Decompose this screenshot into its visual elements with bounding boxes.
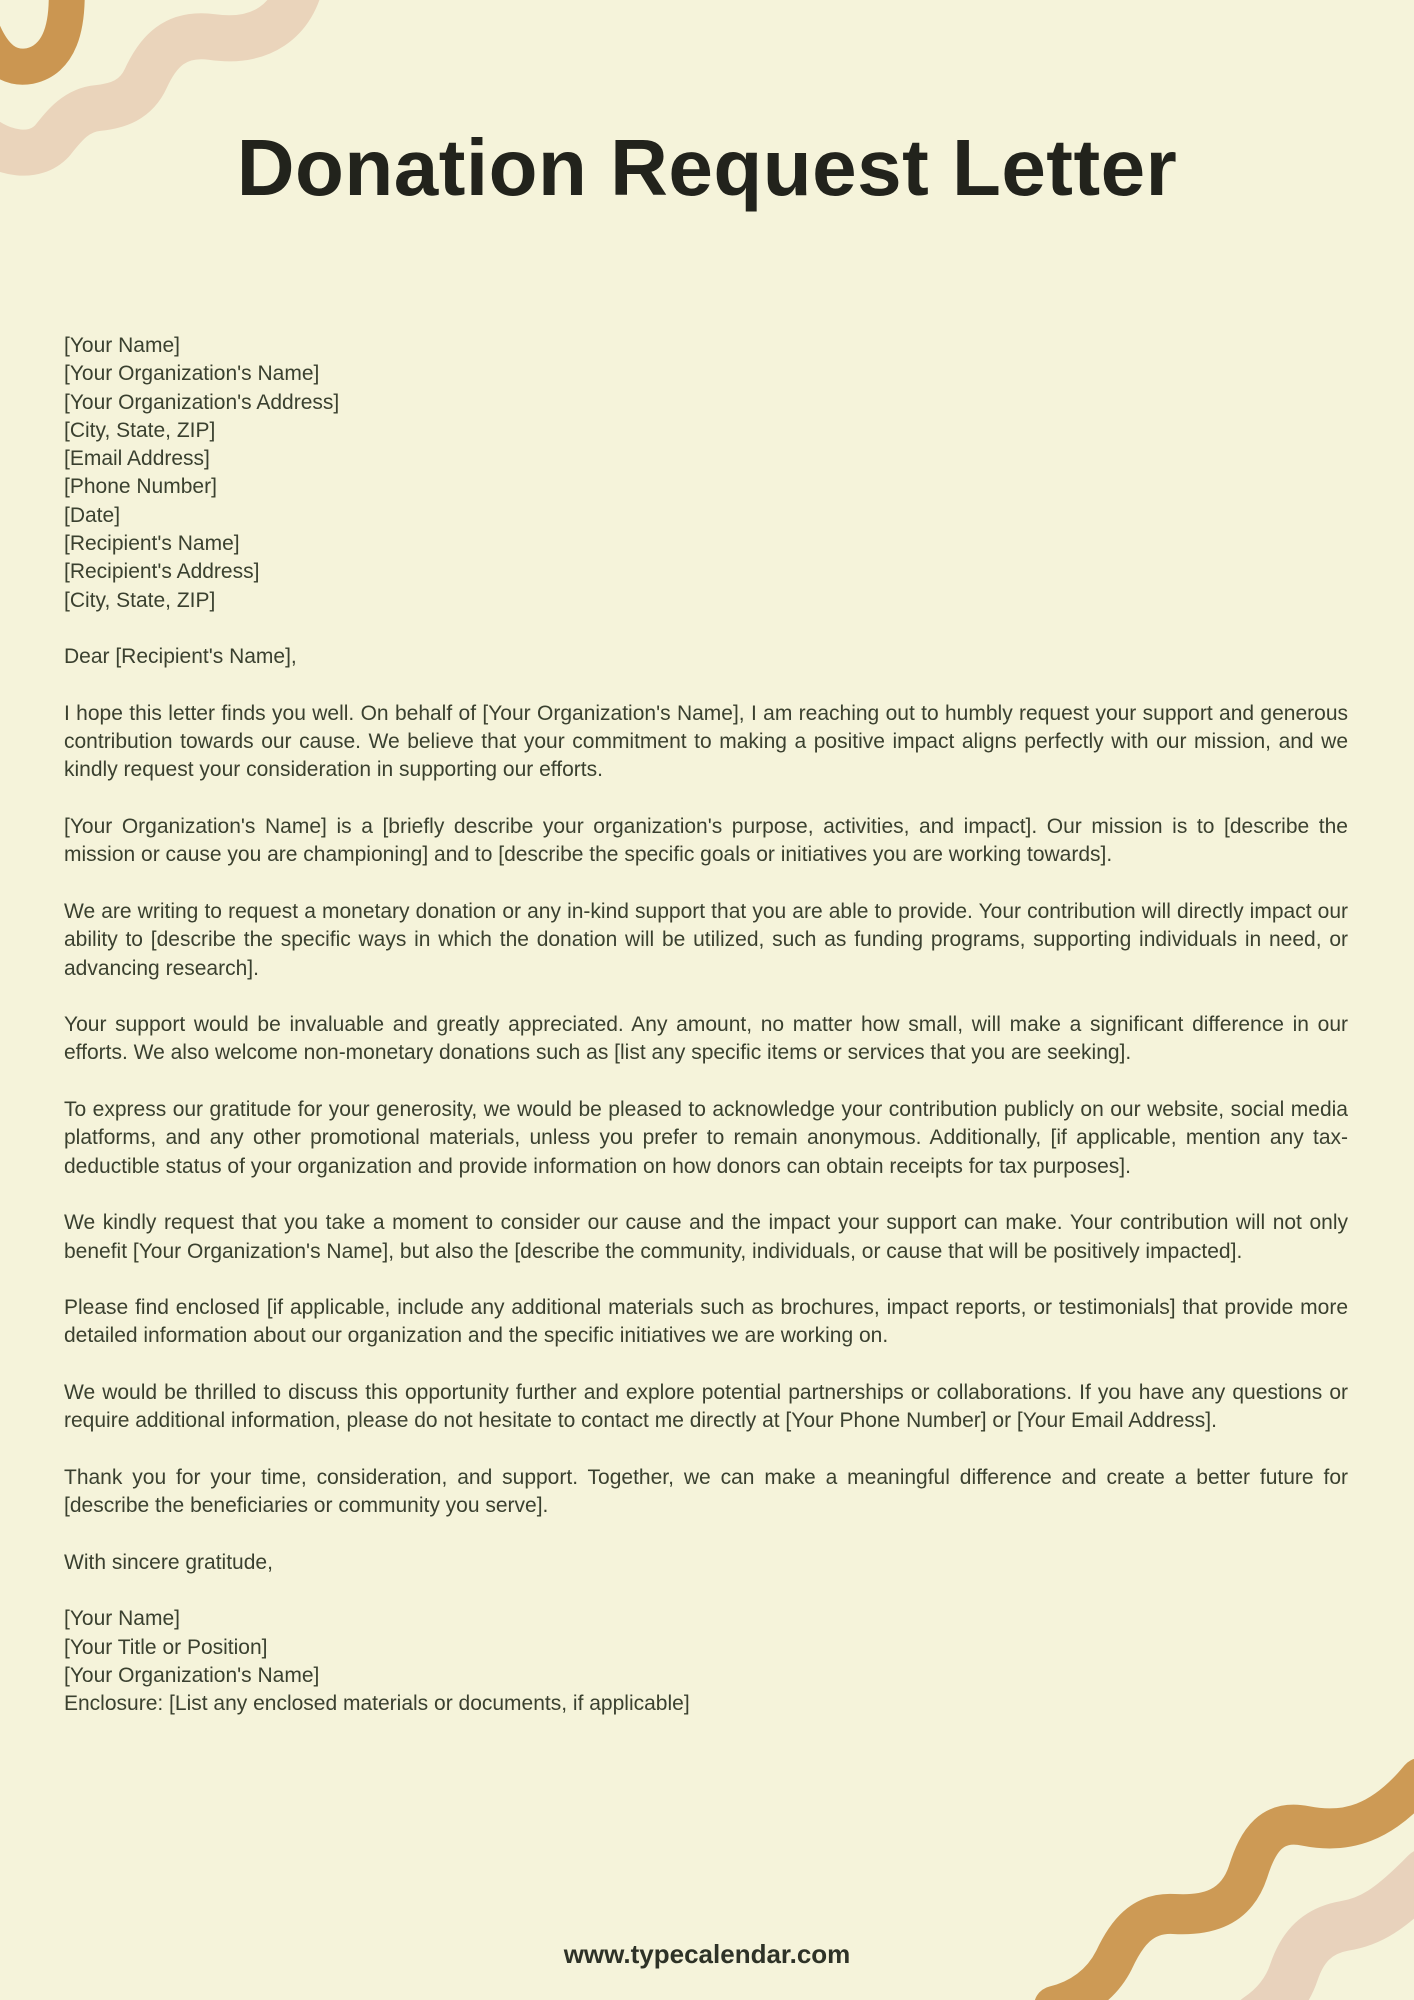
address-line: [Your Organization's Address]	[64, 390, 340, 414]
letter-paragraph: Thank you for your time, consideration, and support. Together, we can make a meaningful difference and create a better future for [describe the beneficiaries or community you serve].	[64, 1465, 1348, 1518]
address-line: [City, State, ZIP]	[64, 418, 216, 442]
signature-line: [Your Organization's Name]	[64, 1663, 320, 1687]
letter-paragraph: To express our gratitude for your generosity, we would be pleased to acknowledge your contribution publicly on our website, social media platforms, and any other promotional materials, unless you prefer to remain anonymous. Additionally, [if applicable, mention any tax-deductible status of your organization and provide information on how donors can obtain receipts for tax purposes].	[64, 1098, 1348, 1178]
letter-paragraph: We kindly request that you take a moment to consider our cause and the impact your support can make. Your contribution will not only benefit [Your Organization's Name], but also the [describe the community, individuals, or cause that will be positively impacted].	[64, 1211, 1348, 1263]
address-line: [City, State, ZIP]	[64, 588, 216, 612]
letter-paragraph: I hope this letter finds you well. On behalf of [Your Organization's Name], I am reaching out to humbly request your support and generous contribution towards our cause. We believe that your commitment to making a positive impact aligns perfectly with our mission, and we kindly request your consideration in supporting our efforts.	[64, 701, 1348, 782]
signature-block	[64, 1605, 1348, 1718]
address-line: [Recipient's Address]	[64, 560, 260, 584]
signature-line: Enclosure: [List any enclosed materials or documents, if applicable]	[64, 1692, 690, 1716]
wave-tan-icon	[0, 0, 67, 67]
address-line: [Email Address]	[64, 447, 210, 471]
letter-paragraph: Please find enclosed [if applicable, include any additional materials such as brochures, impact reports, or testimonials] that provide more detailed information about our organization and the specific initiatives we are working on.	[64, 1296, 1348, 1348]
address-line: [Your Name]	[64, 334, 180, 357]
letter-paragraph: Your support would be invaluable and greatly appreciated. Any amount, no matter how small, will make a significant difference in our efforts. We also welcome non-monetary donations such as [list any specific items or services that you are seeking].	[64, 1013, 1348, 1065]
page-title: Donation Request Letter	[236, 123, 1178, 212]
address-line: [Phone Number]	[64, 475, 217, 499]
footer-url: www.typecalendar.com	[563, 1939, 851, 1969]
address-line: [Date]	[64, 503, 121, 527]
letter-paragraph: We are writing to request a monetary donation or any in-kind support that you are able to provide. Your contribution will directly impact our ability to [describe the specific ways in which the donation will be utilized, such as funding programs, supporting individuals in need, or advancing research].	[64, 899, 1348, 980]
letter-paragraph: [Your Organization's Name] is a [briefly describe your organization's purpose, activities, and impact]. Our mission is to [describe the mission or cause you are championing] and to [describe the specific goals or initiatives you are working towards].	[64, 815, 1348, 867]
sender-recipient-block	[64, 332, 1348, 615]
signature-line: [Your Title or Position]	[64, 1635, 268, 1659]
address-line: [Your Organization's Name]	[64, 362, 320, 386]
letter-body	[64, 332, 1348, 1747]
closing-line: With sincere gratitude,	[64, 1550, 273, 1574]
letter-paragraph: We would be thrilled to discuss this opportunity further and explore potential partnerships or collaborations. If you have any questions or require additional information, please do not hesitate to contact me directly at [Your Phone Number] or [Your Email Address].	[64, 1380, 1348, 1433]
paragraphs-container	[64, 700, 1348, 1521]
address-line: [Recipient's Name]	[64, 532, 240, 556]
salutation: Dear [Recipient's Name],	[64, 645, 297, 669]
signature-line: [Your Name]	[64, 1607, 180, 1631]
